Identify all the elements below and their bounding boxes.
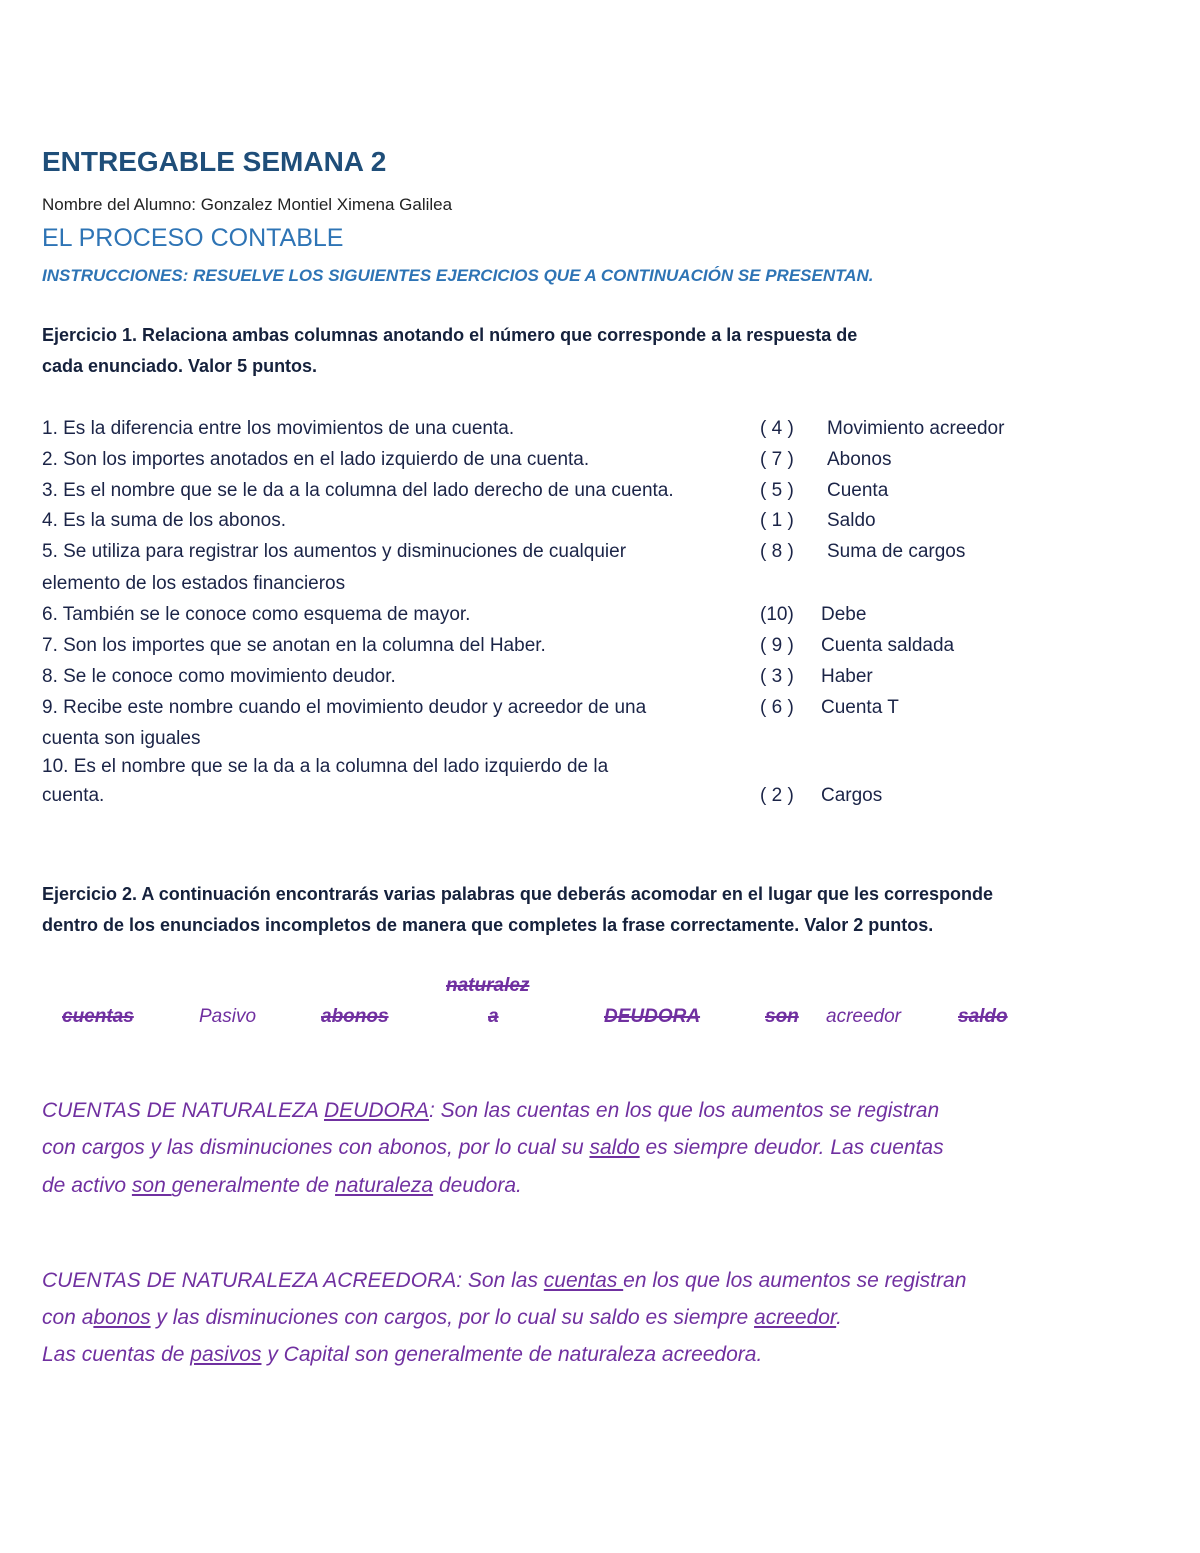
paragraph-line — [42, 1174, 522, 1198]
exercise1-answer: Movimiento acreedor — [827, 418, 1005, 439]
filled-answer: pasivos — [190, 1343, 262, 1366]
word-naturaleza-cont: a — [488, 1006, 499, 1027]
student-name: Nombre del Alumno: Gonzalez Montiel Ximena Galilea — [42, 195, 453, 214]
exercise1-question: 8. Se le conoce como movimiento deudor. — [42, 666, 396, 687]
paragraph-line — [42, 1343, 762, 1367]
word-cuentas: cuentas — [62, 1006, 134, 1027]
word-son: son — [765, 1006, 799, 1027]
paragraph-line — [42, 1099, 939, 1123]
exercise1-question-cont: cuenta son iguales — [42, 728, 201, 749]
exercise2-heading-cont: dentro de los enunciados incompletos de manera que completes la frase correctamente. Valor 2 puntos. — [42, 915, 934, 935]
filled-answer: bonos — [93, 1306, 151, 1329]
word-pasivo: Pasivo — [199, 1006, 257, 1027]
text-span: en los que los aumentos se registran — [623, 1269, 967, 1292]
exercise1-question-cont: cuenta. — [42, 785, 105, 806]
exercise1-answer: Cuenta saldada — [821, 635, 955, 656]
exercise1-answer: Suma de cargos — [827, 541, 966, 562]
page-title: ENTREGABLE SEMANA 2 — [42, 146, 387, 177]
word-abonos: abonos — [321, 1006, 389, 1027]
filled-answer: naturaleza — [335, 1174, 434, 1197]
text-span: Las cuentas de — [42, 1343, 191, 1366]
filled-answer: cuentas — [543, 1269, 624, 1292]
text-span: CUENTAS DE NATURALEZA ACREEDORA: Son las — [42, 1269, 544, 1292]
text-span: y las disminuciones con cargos, por lo cual su saldo es siempre — [150, 1306, 755, 1329]
word-deudora: DEUDORA — [604, 1006, 701, 1027]
section-subtitle: EL PROCESO CONTABLE — [42, 224, 344, 252]
exercise1-question: 2. Son los importes anotados en el lado izquierdo de una cuenta. — [42, 449, 590, 470]
text-span: con a — [42, 1306, 94, 1329]
exercise1-answer: Cuenta — [827, 480, 889, 501]
text-span: CUENTAS DE NATURALEZA — [42, 1099, 324, 1122]
paragraph-line — [42, 1269, 966, 1293]
exercise1-number: ( 3 ) — [760, 666, 794, 687]
filled-answer: saldo — [589, 1136, 640, 1159]
exercise1-question: 9. Recibe este nombre cuando el movimiento deudor y acreedor de una — [42, 697, 647, 718]
exercise1-number: ( 6 ) — [760, 697, 794, 718]
text-span: de activo — [42, 1174, 132, 1197]
exercise1-answer: Cuenta T — [821, 697, 899, 718]
exercise1-question: 10. Es el nombre que se la da a la columna del lado izquierdo de la — [42, 756, 609, 777]
text-span: y Capital son generalmente de naturaleza acreedora. — [261, 1343, 763, 1366]
exercise1-question: 7. Son los importes que se anotan en la columna del Haber. — [42, 635, 546, 656]
filled-answer: DEUDORA — [323, 1099, 429, 1122]
exercise1-question-cont: elemento de los estados financieros — [42, 573, 346, 594]
text-span: : Son las cuentas en los que los aumentos se registran — [429, 1099, 940, 1122]
exercise1-answer: Debe — [821, 604, 867, 625]
exercise1-heading-cont: cada enunciado. Valor 5 puntos. — [42, 356, 318, 376]
exercise1-number: ( 4 ) — [760, 418, 794, 439]
exercise1-question: 6. También se le conoce como esquema de mayor. — [42, 604, 471, 625]
paragraph-line — [42, 1306, 842, 1330]
text-span: deudora. — [433, 1174, 522, 1197]
exercise1-answer: Cargos — [821, 785, 883, 806]
exercise1-number: ( 2 ) — [760, 785, 794, 806]
paragraph-line — [42, 1136, 944, 1160]
instructions: INSTRUCCIONES: RESUELVE LOS SIGUIENTES EJERCICIOS QUE A CONTINUACIÓN SE PRESENTAN. — [42, 266, 874, 285]
filled-answer: acreedor — [754, 1306, 837, 1329]
filled-answer: son — [131, 1174, 172, 1197]
text-span: generalmente de — [171, 1174, 336, 1197]
text-span: con cargos y las disminuciones con abonos, por lo cual su — [42, 1136, 590, 1159]
text-span: . — [836, 1306, 842, 1329]
exercise1-number: ( 9 ) — [760, 635, 794, 656]
exercise1-question: 4. Es la suma de los abonos. — [42, 510, 286, 531]
exercise1-number: ( 5 ) — [760, 480, 794, 501]
word-saldo: saldo — [958, 1006, 1008, 1027]
exercise2-heading: Ejercicio 2. A continuación encontrarás varias palabras que deberás acomodar en el lugar que les corresponde — [42, 884, 994, 904]
text-span: es siempre deudor. Las cuentas — [639, 1136, 944, 1159]
word-naturaleza: naturalez — [446, 975, 530, 996]
exercise1-question: 3. Es el nombre que se le da a la columna del lado derecho de una cuenta. — [42, 480, 674, 501]
exercise1-number: ( 8 ) — [760, 541, 794, 562]
exercise1-question: 1. Es la diferencia entre los movimientos de una cuenta. — [42, 418, 515, 439]
exercise1-heading: Ejercicio 1. Relaciona ambas columnas anotando el número que corresponde a la respuesta de — [42, 325, 858, 345]
exercise1-number: (10) — [760, 604, 794, 625]
exercise1-answer: Haber — [821, 666, 873, 687]
exercise1-answer: Abonos — [827, 449, 892, 470]
word-acreedor: acreedor — [826, 1006, 901, 1027]
exercise1-question: 5. Se utiliza para registrar los aumentos y disminuciones de cualquier — [42, 541, 627, 562]
exercise1-number: ( 1 ) — [760, 510, 794, 531]
exercise1-number: ( 7 ) — [760, 449, 794, 470]
exercise1-answer: Saldo — [827, 510, 876, 531]
